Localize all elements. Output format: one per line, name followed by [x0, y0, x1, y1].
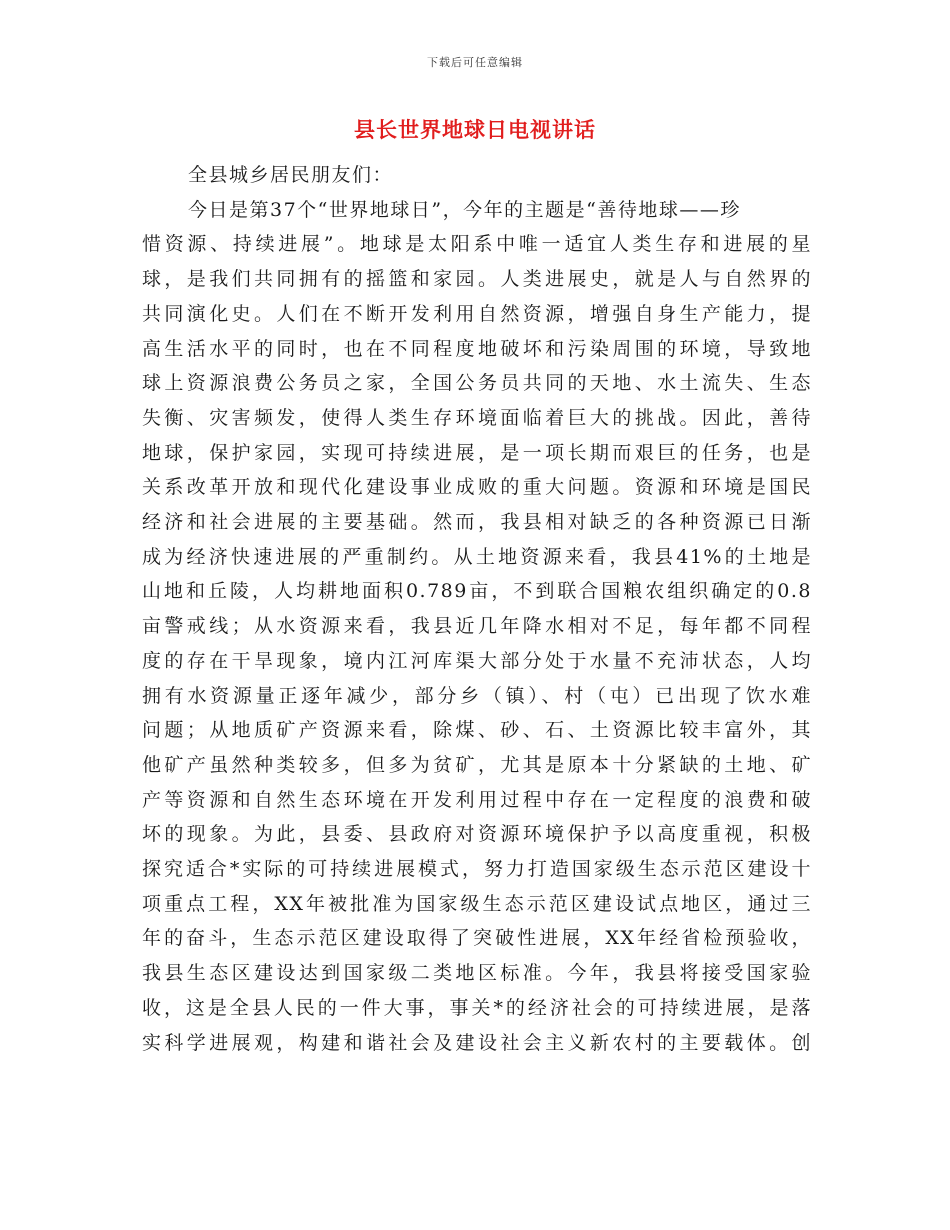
- paragraph-line: 他矿产虽然种类较多，但多为贫矿，尤其是原本十分紧缺的土地、矿: [142, 753, 812, 776]
- paragraph-line: 惜资源、持续进展”。地球是太阳系中唯一适宜人类生存和进展的星: [142, 233, 812, 256]
- paragraph-line: 项重点工程，XX年被批准为国家级生态示范区建设试点地区，通过三: [142, 892, 812, 915]
- paragraph-line: 共同演化史。人们在不断开发利用自然资源，增强自身生产能力，提: [142, 302, 812, 325]
- paragraph-line: 度的存在干旱现象，境内江河库渠大部分处于水量不充沛状态，人均: [142, 649, 812, 672]
- paragraph-line: 经济和社会进展的主要基础。然而，我县相对缺乏的各种资源已日渐: [142, 511, 812, 534]
- paragraph-line: 我县生态区建设达到国家级二类地区标准。今年，我县将接受国家验: [142, 962, 812, 985]
- paragraph-line: 亩警戒线；从水资源来看，我县近几年降水相对不足，每年都不同程: [142, 615, 812, 638]
- paragraph-line: 成为经济快速进展的严重制约。从土地资源来看，我县41%的土地是: [142, 545, 812, 568]
- paragraph-line: 地球，保护家园，实现可持续进展，是一项长期而艰巨的任务，也是: [142, 441, 812, 464]
- document-body: [142, 158, 812, 1060]
- paragraph-line: 坏的现象。为此，县委、县政府对资源环境保护予以高度重视，积极: [142, 823, 812, 846]
- greeting-line: 全县城乡居民朋友们：: [188, 164, 394, 186]
- paragraph-line: 关系改革开放和现代化建设事业成败的重大问题。资源和环境是国民: [142, 476, 812, 499]
- paragraph-line: 收，这是全县人民的一件大事，事关*的经济社会的可持续进展，是落: [142, 996, 812, 1019]
- paragraph-line: 探究适合*实际的可持续进展模式，努力打造国家级生态示范区建设十: [142, 858, 812, 881]
- paragraph-line: 山地和丘陵，人均耕地面积0.789亩，不到联合国粮农组织确定的0.8: [142, 580, 812, 603]
- paragraph-line: 拥有水资源量正逐年减少，部分乡（镇）、村（屯）已出现了饮水难: [142, 684, 812, 707]
- paragraph-line: 实科学进展观，构建和谐社会及建设社会主义新农村的主要载体。创: [142, 1031, 812, 1054]
- paragraph-line: 问题；从地质矿产资源来看，除煤、砂、石、土资源比较丰富外，其: [142, 719, 812, 742]
- paragraph-line: 年的奋斗，生态示范区建设取得了突破性进展，XX年经省检预验收，: [142, 927, 812, 950]
- paragraph-line: 今日是第37个“世界地球日”，今年的主题是“善待地球——珍: [188, 198, 741, 221]
- paragraph-line: 球，是我们共同拥有的摇篮和家园。人类进展史，就是人与自然界的: [142, 268, 812, 291]
- paragraph-line: 球上资源浪费公务员之家，全国公务员共同的天地、水土流失、生态: [142, 372, 812, 395]
- paragraph-line: 高生活水平的同时，也在不同程度地破坏和污染周围的环境，导致地: [142, 337, 812, 360]
- header-note: 下载后可任意编辑: [427, 56, 523, 69]
- paragraph-line: 失衡、灾害频发，使得人类生存环境面临着巨大的挑战。因此，善待: [142, 406, 812, 429]
- document-title: 县长世界地球日电视讲话: [354, 117, 596, 142]
- paragraph-line: 产等资源和自然生态环境在开发利用过程中存在一定程度的浪费和破: [142, 788, 812, 811]
